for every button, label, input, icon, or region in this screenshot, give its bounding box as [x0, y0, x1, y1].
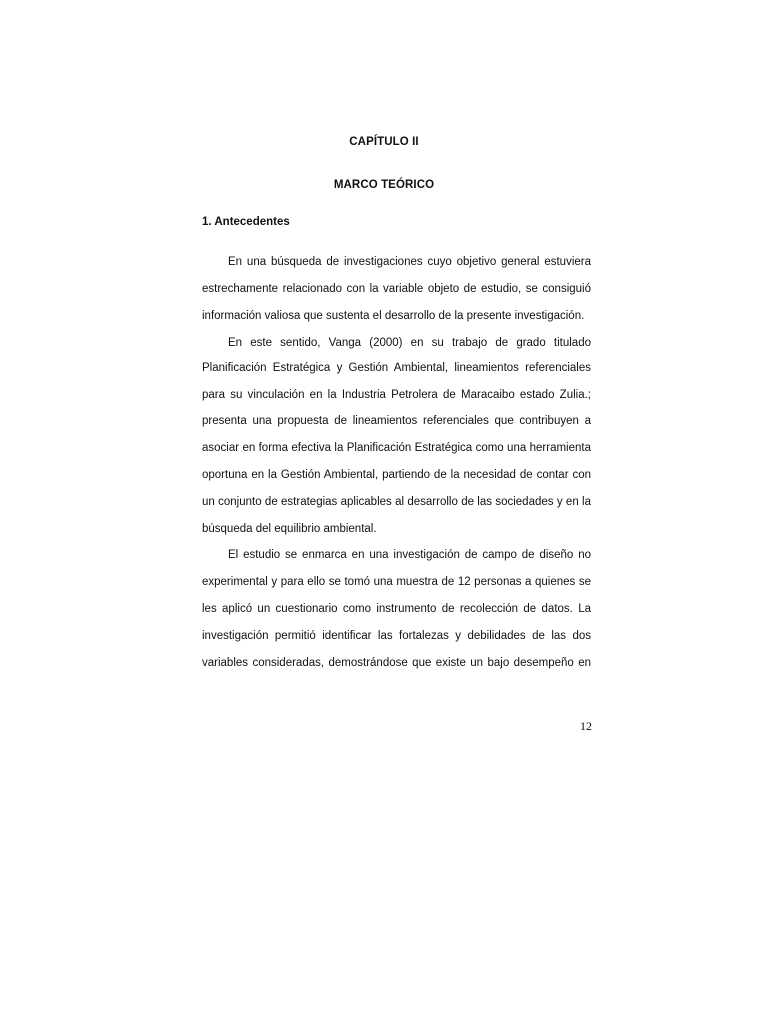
- text-line: búsqueda del equilibrio ambiental.: [202, 523, 377, 535]
- text-line: En una búsqueda de investigaciones cuyo objetivo general estuviera: [228, 256, 591, 268]
- text-line: asociar en forma efectiva la Planificación Estratégica como una herramienta: [202, 442, 591, 454]
- text-line: En este sentido, Vanga (2000) en su trabajo de grado titulado: [228, 337, 591, 349]
- subsection-heading: 1. Antecedentes: [202, 216, 290, 228]
- text-line: El estudio se enmarca en una investigación de campo de diseño no: [228, 549, 591, 561]
- text-line: para su vinculación en la Industria Petrolera de Maracaibo estado Zulia.;: [202, 389, 591, 401]
- chapter-heading: CAPÍTULO II: [349, 136, 419, 148]
- page-number: 12: [580, 719, 592, 733]
- text-line: presenta una propuesta de lineamientos referenciales que contribuyen a: [202, 415, 591, 427]
- text-line: información valiosa que sustenta el desarrollo de la presente investigación.: [202, 310, 585, 322]
- text-line: Planificación Estratégica y Gestión Ambiental, lineamientos referenciales: [202, 362, 591, 374]
- text-line: oportuna en la Gestión Ambiental, partiendo de la necesidad de contar con: [202, 469, 591, 481]
- text-line: experimental y para ello se tomó una muestra de 12 personas a quienes se: [202, 576, 591, 588]
- section-title: MARCO TEÓRICO: [333, 179, 435, 191]
- text-line: variables consideradas, demostrándose que existe un bajo desempeño en: [202, 657, 591, 669]
- text-line: investigación permitió identificar las fortalezas y debilidades de las dos: [202, 630, 591, 642]
- text-line: estrechamente relacionado con la variable objeto de estudio, se consiguió: [202, 283, 591, 295]
- text-line: les aplicó un cuestionario como instrumento de recolección de datos. La: [202, 603, 591, 615]
- text-line: un conjunto de estrategias aplicables al desarrollo de las sociedades y en la: [202, 496, 591, 508]
